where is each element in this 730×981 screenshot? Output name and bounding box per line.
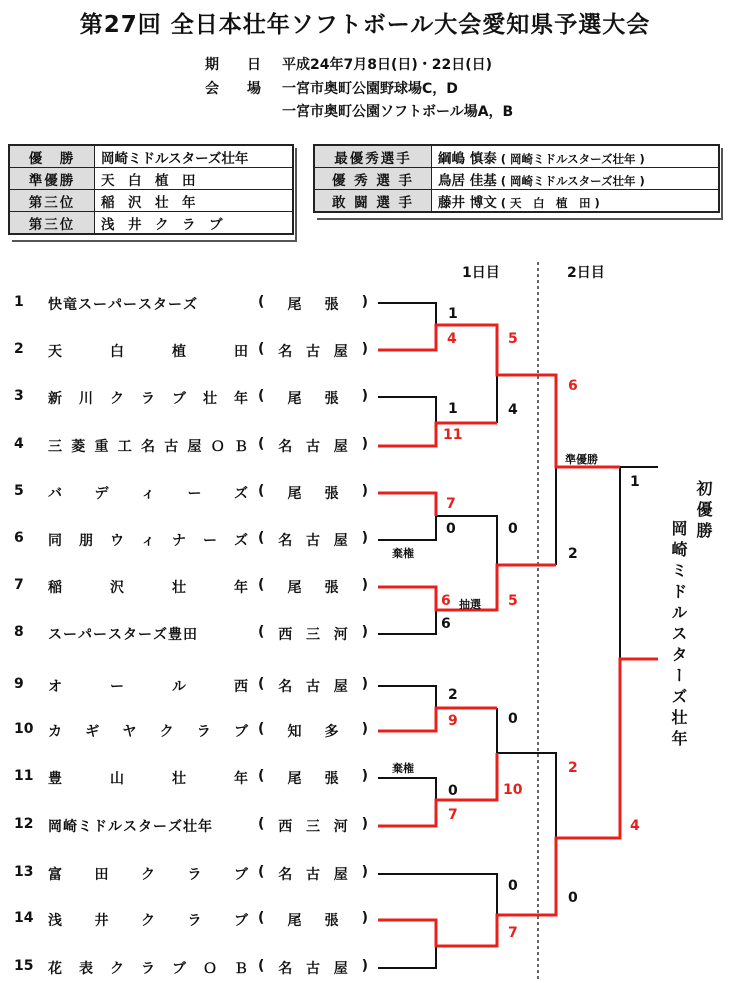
team-region: ( 尾 張 ) xyxy=(258,910,368,929)
award-name: 藤井 博文 xyxy=(438,194,497,211)
team-name: 天 白 植 田 xyxy=(48,344,248,360)
award-label: 最優秀選手 xyxy=(314,145,432,168)
score: 0 xyxy=(508,878,518,894)
team-number: 14 xyxy=(14,910,34,926)
award-team: ( 天 白 植 田 ) xyxy=(500,195,600,210)
score: 1 xyxy=(448,306,458,322)
date-value: 平成24年7月8日(日)・22日(日) xyxy=(282,57,493,73)
team-region: ( 西 三 河 ) xyxy=(258,816,368,835)
team-name: カ ギ ヤ ク ラ ブ xyxy=(48,724,248,740)
venue-line-2: 一宮市奥町公園ソフトボール場A，B xyxy=(282,104,514,120)
day1-header: 1日目 xyxy=(462,265,500,281)
team-name: 稲 沢 壮 年 xyxy=(48,580,248,596)
score: 7 xyxy=(448,807,458,823)
team-region: ( 名 古 屋 ) xyxy=(258,958,368,977)
date-label: 期 日 xyxy=(205,57,261,73)
score: 2 xyxy=(568,546,578,562)
result-label: 準優勝 xyxy=(9,168,95,190)
score: 11 xyxy=(443,427,463,443)
team-region: ( 西 三 河 ) xyxy=(258,624,368,643)
team-region: ( 尾 張 ) xyxy=(258,577,368,596)
result-label: 第三位 xyxy=(9,212,95,235)
winner-paths xyxy=(378,325,658,946)
award-name: 綱嶋 慎泰 xyxy=(438,150,497,167)
team-region: ( 名 古 屋 ) xyxy=(258,530,368,549)
team-name: 岡 崎 ミ ド ル ス タ ー ズ 壮 年 xyxy=(48,819,213,835)
score: 1 xyxy=(630,474,640,490)
score: 6 xyxy=(441,593,451,609)
score: 0 xyxy=(448,783,458,799)
award-team: ( 岡崎ミドルスターズ壮年 ) xyxy=(500,151,645,166)
award-label: 敢 闘 選 手 xyxy=(314,190,432,213)
runner-up-label: 準優勝 xyxy=(565,453,598,466)
team-number: 13 xyxy=(14,864,34,880)
score: 5 xyxy=(508,331,518,347)
result-value: 岡崎ミドルスターズ壮年 xyxy=(95,145,294,168)
score: 4 xyxy=(447,331,457,347)
team-name: 新 川 ク ラ ブ 壮 年 xyxy=(48,391,248,407)
team-number: 9 xyxy=(14,676,24,692)
score: 9 xyxy=(448,713,458,729)
forfeit-note: 棄権 xyxy=(392,547,414,560)
team-name: 豊 山 壮 年 xyxy=(48,771,248,787)
result-value: 稲 沢 壮 年 xyxy=(95,190,294,212)
forfeit-note: 棄権 xyxy=(392,762,414,775)
team-number: 4 xyxy=(14,436,24,452)
team-region: ( 尾 張 ) xyxy=(258,294,368,313)
score: 4 xyxy=(630,818,640,834)
team-name: 浅 井 ク ラ ブ xyxy=(48,913,248,929)
team-region: ( 尾 張 ) xyxy=(258,483,368,502)
first-win-label: 初優勝 xyxy=(694,480,713,543)
score: 1 xyxy=(448,401,458,417)
venue-label: 会 場 xyxy=(205,81,261,97)
team-number: 11 xyxy=(14,768,34,784)
award-label: 優 秀 選 手 xyxy=(314,168,432,190)
score: 7 xyxy=(508,925,518,941)
team-region: ( 名 古 屋 ) xyxy=(258,864,368,883)
team-number: 7 xyxy=(14,577,24,593)
team-name: 快 竜 ス ー パ ー ス タ ー ズ xyxy=(48,297,198,313)
score: 10 xyxy=(503,782,523,798)
team-name: ス ー パ ー ス タ ー ズ 豊 田 xyxy=(48,627,198,643)
result-value: 天 白 植 田 xyxy=(95,168,294,190)
score: 0 xyxy=(508,711,518,727)
team-number: 3 xyxy=(14,388,24,404)
award-name: 鳥居 佳基 xyxy=(438,172,497,189)
score: 2 xyxy=(568,760,578,776)
score: 6 xyxy=(441,616,451,632)
team-name: オ ー ル 西 xyxy=(48,679,248,695)
result-label: 第三位 xyxy=(9,190,95,212)
team-region: ( 尾 張 ) xyxy=(258,388,368,407)
score: 2 xyxy=(448,687,458,703)
result-value: 浅 井 ク ラ ブ xyxy=(95,212,294,235)
team-number: 1 xyxy=(14,294,24,310)
score: 0 xyxy=(508,521,518,537)
team-number: 5 xyxy=(14,483,24,499)
venue-line-1: 一宮市奥町公園野球場C，D xyxy=(282,81,458,97)
loser-paths xyxy=(378,303,658,968)
lottery-note: 抽選 xyxy=(459,598,481,611)
team-number: 6 xyxy=(14,530,24,546)
team-name: 同 朋 ウ ィ ナ ー ズ xyxy=(48,533,248,549)
team-number: 8 xyxy=(14,624,24,640)
champion-name: 岡崎ミドルスターズ壮年 xyxy=(669,520,688,751)
team-region: ( 名 古 屋 ) xyxy=(258,341,368,360)
team-number: 10 xyxy=(14,721,34,737)
team-region: ( 尾 張 ) xyxy=(258,768,368,787)
score: 0 xyxy=(568,890,578,906)
team-name: 花 表 ク ラ ブ Ｏ Ｂ xyxy=(48,961,248,977)
team-number: 2 xyxy=(14,341,24,357)
team-number: 15 xyxy=(14,958,34,974)
team-name: 富 田 ク ラ ブ xyxy=(48,867,248,883)
score: 4 xyxy=(508,402,518,418)
score: 0 xyxy=(446,521,456,537)
team-region: ( 知 多 ) xyxy=(258,721,368,740)
team-region: ( 名 古 屋 ) xyxy=(258,676,368,695)
team-region: ( 名 古 屋 ) xyxy=(258,436,368,455)
score: 7 xyxy=(446,496,456,512)
score: 6 xyxy=(568,378,578,394)
team-number: 12 xyxy=(14,816,34,832)
team-name: バ デ ィ ー ズ xyxy=(48,486,248,502)
result-label: 優 勝 xyxy=(9,145,95,168)
award-team: ( 岡崎ミドルスターズ壮年 ) xyxy=(500,173,645,188)
page-title: 第27回 全日本壮年ソフトボール大会愛知県予選大会 xyxy=(79,12,651,38)
day2-header: 2日目 xyxy=(567,265,605,281)
score: 5 xyxy=(508,593,518,609)
team-name: 三 菱 重 工 名 古 屋 Ｏ Ｂ xyxy=(48,439,248,455)
